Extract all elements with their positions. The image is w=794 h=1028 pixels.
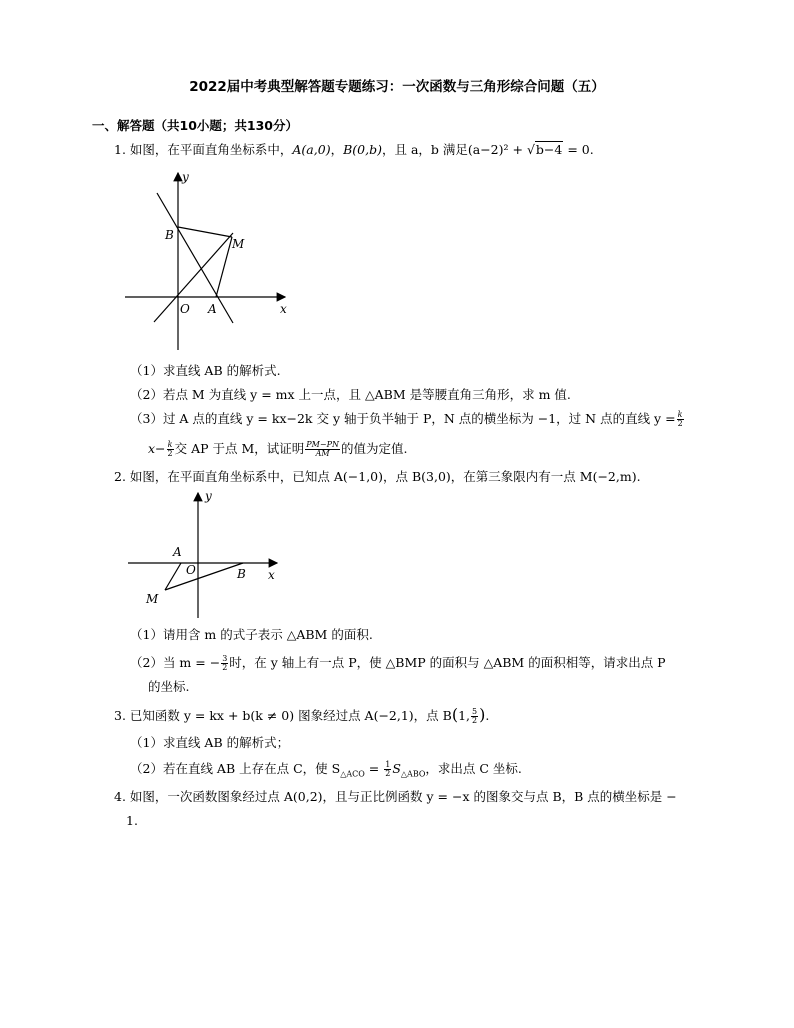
q3-part2: （2）若在直线 AB 上存在点 C，使 $S_{\triangle ACO}$ = $\frac{1}{2}$ $S_{\triangle ABO}$，求出点 C 坐标. xyxy=(130,760,522,779)
q2-segment-am xyxy=(165,563,181,590)
q1-label-b: B xyxy=(165,228,174,242)
q2-part2-line2: 的坐标. xyxy=(148,679,190,694)
section-heading: 一、解答题（共10小题；共130分） xyxy=(92,118,298,133)
q2-part2-line1: （2）当 m = − $\frac{3}{2}$ 时，在 y 轴上有一点 P，使 △BMP 的面积与 △ABM 的面积相等，请求出点 P xyxy=(130,654,666,672)
q4-line1: 4. 如图，一次函数图象经过点 A(0,2)，且与正比例函数 y = −x 的图象交与点 B，B 点的横坐标是 − xyxy=(114,789,677,804)
q1-segment-am xyxy=(216,237,232,297)
q2-figure xyxy=(125,488,285,620)
q3-stem: 3. 已知函数 y = kx + b(k ≠ 0) 图象经过点 A(−2,1)，点 B(1, $\frac{5}{2}$ ). xyxy=(114,705,490,725)
q1-figure xyxy=(120,165,300,355)
q2-label-o: O xyxy=(186,563,196,577)
q1-label-a: A xyxy=(208,302,217,316)
q1-line-ab xyxy=(157,193,233,323)
q2-label-x: x xyxy=(268,568,275,582)
q1-label-x: x xyxy=(280,302,287,316)
q1-stem: 1. 如图，在平面直角坐标系中，A(a,0)，B(0,b)，且 a，b 满足(a−2)² + √b−4 = 0. xyxy=(114,142,594,157)
q2-label-m: M xyxy=(146,592,159,606)
q1-part3-line2: x− $\frac{k}{2}$ 交 AP 于点 M，试证明 $\frac{PM-PN}{AM}$ 的值为定值. xyxy=(148,440,408,458)
q3-part1: （1）求直线 AB 的解析式； xyxy=(130,735,290,750)
q1-part2: （2）若点 M 为直线 y = mx 上一点，且 △ABM 是等腰直角三角形，求 m 值. xyxy=(130,387,571,402)
q1-part3-line1: （3）过 A 点的直线 y = kx−2k 交 y 轴于负半轴于 P，N 点的横坐标为 −1，过 N 点的直线 y = $\frac{k}{2}$ xyxy=(130,410,683,428)
q4-line2: 1. xyxy=(126,813,138,828)
q2-stem: 2. 如图，在平面直角坐标系中，已知点 A(−1,0)，点 B(3,0)，在第三象限内有一点 M(−2,m). xyxy=(114,469,641,484)
q2-label-y: y xyxy=(205,489,212,503)
q1-part1: （1）求直线 AB 的解析式. xyxy=(130,363,281,378)
q1-label-y: y xyxy=(182,170,189,184)
q1-label-o: O xyxy=(180,302,190,316)
q1-segment-bm xyxy=(178,227,232,237)
q1-label-m: M xyxy=(232,237,245,251)
q2-label-a: A xyxy=(173,545,182,559)
page-title: 2022届中考典型解答题专题练习：一次函数与三角形综合问题（五） xyxy=(189,79,605,95)
q2-part1: （1）请用含 m 的式子表示 △ABM 的面积. xyxy=(130,627,373,642)
q2-segment-mb xyxy=(165,563,243,590)
q2-label-b: B xyxy=(237,567,246,581)
